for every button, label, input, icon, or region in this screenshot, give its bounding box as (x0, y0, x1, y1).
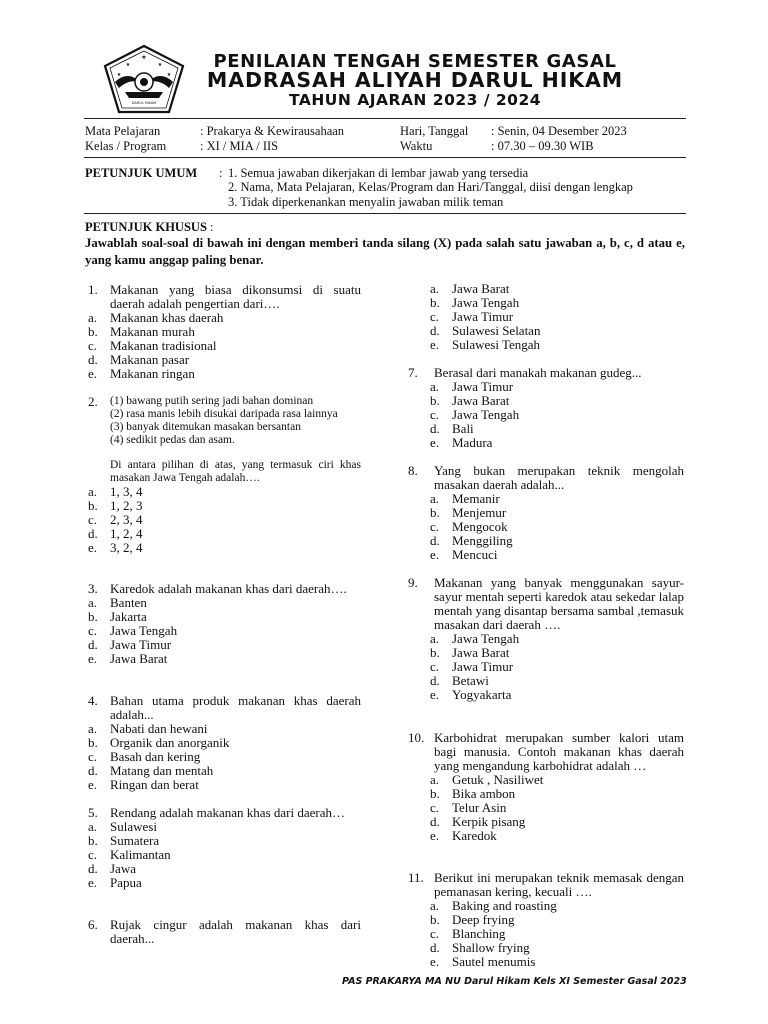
question-number: 3. (88, 581, 98, 596)
option[interactable] (430, 899, 684, 913)
option-letter: a. (430, 631, 440, 646)
option-text: Menggiling (452, 533, 513, 548)
option-letter: b. (88, 498, 98, 513)
option-text: Jawa Tengah (452, 407, 520, 422)
exam-title: PENILAIAN TENGAH SEMESTER GASAL (213, 51, 617, 72)
option-text: Mencuci (452, 547, 498, 562)
school-name: MADRASAH ALIYAH DARUL HIKAM (206, 68, 624, 92)
option-text: Kalimantan (110, 847, 171, 862)
school-crest-logo-icon (103, 44, 185, 114)
option-text: Jawa (110, 861, 136, 876)
option[interactable] (430, 913, 684, 927)
option-letter: d. (430, 814, 440, 829)
option-text: Jakarta (110, 609, 147, 624)
option-letter: b. (430, 912, 440, 927)
option-letter: d. (430, 323, 440, 338)
option[interactable] (430, 338, 684, 352)
option[interactable] (88, 499, 361, 513)
option-letter: e. (88, 366, 98, 381)
question-7 (408, 366, 684, 450)
option[interactable] (88, 367, 361, 381)
option-letter: d. (430, 940, 440, 955)
option[interactable] (430, 548, 684, 562)
option-letter: b. (430, 295, 440, 310)
time-label: Waktu (400, 139, 433, 153)
option-text: Jawa Timur (452, 309, 514, 324)
option-letter: b. (88, 609, 98, 624)
option-letter: e. (430, 954, 440, 969)
option-text: Mengocok (452, 519, 508, 534)
question-statement: (2) rasa manis lebih disukai daripada rasa lainnya (110, 408, 338, 420)
option-text: Getuk , Nasiliwet (452, 772, 544, 787)
option-text: Yogyakarta (452, 687, 512, 702)
option-letter: d. (88, 861, 98, 876)
option-text: Jawa Timur (110, 637, 172, 652)
svg-text:★: ★ (166, 73, 172, 78)
option[interactable] (88, 876, 361, 890)
class-value: : XI / MIA / IIS (200, 139, 279, 153)
option-text: Blanching (452, 926, 506, 941)
option-letter: b. (88, 735, 98, 750)
option[interactable] (430, 829, 684, 843)
question-text: Karbohidrat merupakan sumber kalori utam bagi manusia. Contoh makanan khas daerah yang mengandung karbohidrat adalah … (434, 730, 684, 773)
time-value: : 07.30 – 09.30 WIB (491, 139, 594, 153)
instructions-rule (84, 213, 686, 214)
subject-label: Mata Pelajaran (85, 124, 161, 138)
question-text: Di antara pilihan di atas, yang termasuk ciri khas masakan Jawa Tengah adalah…. (110, 459, 361, 484)
option-text: Sumatera (110, 833, 160, 848)
option-letter: c. (430, 407, 440, 422)
option-letter: c. (88, 338, 98, 353)
option-text: Makanan pasar (110, 352, 190, 367)
question-text: Makanan yang biasa dikonsumsi di suatu daerah adalah pengertian dari…. (110, 282, 361, 311)
option[interactable] (430, 927, 684, 941)
option-text: Jawa Tengah (110, 623, 178, 638)
option-text: Bika ambon (452, 786, 516, 801)
option-letter: d. (88, 526, 98, 541)
option-letter: e. (430, 828, 440, 843)
option-letter: a. (430, 491, 440, 506)
option[interactable] (88, 764, 361, 778)
option[interactable] (430, 408, 684, 422)
option-letter: e. (430, 337, 440, 352)
question-statement: (4) sedikit pedas dan asam. (110, 434, 235, 446)
question-11 (408, 871, 684, 969)
option-text: Jawa Barat (452, 393, 510, 408)
option[interactable] (88, 778, 361, 792)
option-letter: e. (88, 651, 98, 666)
option-text: Makanan tradisional (110, 338, 217, 353)
option-text: Sautel menumis (452, 954, 536, 969)
option[interactable] (88, 527, 361, 541)
option-letter: c. (88, 512, 98, 527)
question-number: 9. (408, 575, 418, 590)
option-text: Jawa Barat (452, 281, 510, 296)
class-label: Kelas / Program (85, 139, 167, 153)
question-number: 11. (408, 870, 424, 885)
info-rule (84, 157, 686, 158)
option-letter: d. (88, 352, 98, 367)
option-text: Nabati dan hewani (110, 721, 208, 736)
svg-text:★: ★ (125, 63, 131, 68)
option-text: Makanan khas daerah (110, 310, 224, 325)
option-text: Baking and roasting (452, 898, 557, 913)
option-text: Ringan dan berat (110, 777, 199, 792)
question-8 (408, 464, 684, 562)
option[interactable] (88, 339, 361, 353)
option-text: Karedok (452, 828, 497, 843)
question-10 (408, 731, 684, 843)
question-number: 4. (88, 693, 98, 708)
option[interactable] (88, 848, 361, 862)
option-text: 3, 2, 4 (110, 540, 143, 555)
option-letter: c. (430, 659, 440, 674)
option-letter: a. (88, 310, 98, 325)
question-number: 1. (88, 282, 98, 297)
option[interactable] (88, 353, 361, 367)
option[interactable] (430, 296, 684, 310)
option[interactable] (430, 688, 684, 702)
option[interactable] (88, 834, 361, 848)
question-4 (88, 694, 361, 792)
question-5 (88, 806, 361, 890)
special-instructions-label: PETUNJUK KHUSUS (85, 220, 207, 234)
option-letter: c. (430, 309, 440, 324)
option[interactable] (88, 722, 361, 736)
option[interactable] (88, 652, 361, 666)
option-letter: d. (88, 637, 98, 652)
option[interactable] (430, 520, 684, 534)
option-letter: d. (430, 673, 440, 688)
option-text: Basah dan kering (110, 749, 201, 764)
option-letter: c. (430, 800, 440, 815)
option-letter: e. (430, 547, 440, 562)
option[interactable] (430, 436, 684, 450)
option[interactable] (430, 380, 684, 394)
option-text: Banten (110, 595, 147, 610)
option[interactable] (88, 513, 361, 527)
option-text: Bali (452, 421, 474, 436)
option-letter: b. (430, 505, 440, 520)
option-text: Kerpik pisang (452, 814, 526, 829)
option-letter: b. (430, 645, 440, 660)
option-letter: b. (88, 833, 98, 848)
option-letter: a. (88, 484, 98, 499)
option[interactable] (430, 955, 684, 969)
option[interactable] (430, 310, 684, 324)
option[interactable] (88, 820, 361, 834)
svg-text:★: ★ (116, 73, 122, 78)
option-letter: c. (430, 519, 440, 534)
option-text: 1, 3, 4 (110, 484, 143, 499)
option[interactable] (430, 534, 684, 548)
header-rule (84, 118, 686, 119)
general-instruction-item: 2. Nama, Mata Pelajaran, Kelas/Program dan Hari/Tanggal, diisi dengan lengkap (228, 180, 633, 194)
option[interactable] (430, 674, 684, 688)
general-instructions-colon: : (219, 166, 223, 180)
option-letter: a. (430, 772, 440, 787)
option[interactable] (430, 660, 684, 674)
option[interactable] (430, 324, 684, 338)
option-text: 2, 3, 4 (110, 512, 143, 527)
date-value: : Senin, 04 Desember 2023 (491, 124, 627, 138)
question-number: 7. (408, 365, 418, 380)
academic-year: TAHUN AJARAN 2023 / 2024 (288, 91, 542, 109)
option[interactable] (430, 941, 684, 955)
option-text: Makanan murah (110, 324, 195, 339)
special-instructions-text: Jawablah soal-soal di bawah ini dengan memberi tanda silang (X) pada salah satu jawaban a, b, c, d atau e, yang kamu anggap paling benar. (85, 236, 685, 267)
option[interactable] (430, 815, 684, 829)
option-text: Memanir (452, 491, 500, 506)
option-text: Jawa Tengah (452, 295, 520, 310)
option[interactable] (430, 787, 684, 801)
option-text: Sulawesi (110, 819, 157, 834)
question-text: Bahan utama produk makanan khas daerah adalah... (110, 693, 361, 722)
option[interactable] (88, 736, 361, 750)
option-text: Organik dan anorganik (110, 735, 230, 750)
option[interactable] (88, 610, 361, 624)
general-instruction-item: 1. Semua jawaban dikerjakan di lembar jawab yang tersedia (228, 166, 529, 180)
question-statement: (1) bawang putih sering jadi bahan dominan (110, 395, 314, 407)
option-text: Jawa Barat (110, 651, 168, 666)
option[interactable] (430, 422, 684, 436)
option-text: Shallow frying (452, 940, 530, 955)
svg-text:★: ★ (141, 55, 147, 61)
question-text: Rendang adalah makanan khas dari daerah… (110, 805, 345, 820)
option-letter: b. (430, 786, 440, 801)
question-statement: (3) banyak ditemukan masakan bersantan (110, 421, 301, 433)
option-letter: a. (430, 281, 440, 296)
option-text: Matang dan mentah (110, 763, 214, 778)
option-letter: e. (430, 435, 440, 450)
option-letter: c. (88, 749, 98, 764)
question-text: Makanan yang banyak menggunakan sayur-sayur mentah seperti karedok atau sekedar lalap mentah yang disantap bersama sambal ,temasuk masakan dari daerah …. (434, 575, 684, 632)
general-instruction-item: 3. Tidak diperkenankan menyalin jawaban milik teman (228, 195, 504, 209)
option-text: Jawa Barat (452, 645, 510, 660)
date-label: Hari, Tanggal (400, 124, 469, 138)
option-letter: d. (430, 533, 440, 548)
option-letter: a. (88, 595, 98, 610)
option-text: 1, 2, 3 (110, 498, 143, 513)
option[interactable] (88, 325, 361, 339)
option[interactable] (430, 646, 684, 660)
option-letter: d. (430, 421, 440, 436)
option[interactable] (430, 801, 684, 815)
question-text: Berasal dari manakah makanan gudeg... (434, 365, 642, 380)
option-text: Betawi (452, 673, 489, 688)
special-instructions-heading (85, 220, 214, 235)
question-3 (88, 582, 361, 666)
option-text: Jawa Tengah (452, 631, 520, 646)
question-number: 8. (408, 463, 418, 478)
option[interactable] (430, 394, 684, 408)
question-9 (408, 576, 684, 702)
option[interactable] (430, 773, 684, 787)
question-text: Yang bukan merupakan teknik mengolah masakan daerah adalah... (434, 463, 684, 492)
option[interactable] (88, 541, 361, 555)
option[interactable] (430, 282, 684, 296)
question-number: 6. (88, 917, 98, 932)
option-letter: a. (88, 819, 98, 834)
option-letter: b. (88, 324, 98, 339)
option-text: 1, 2, 4 (110, 526, 143, 541)
general-instructions-label: PETUNJUK UMUM (85, 166, 198, 180)
option-text: Madura (452, 435, 493, 450)
option-letter: c. (430, 926, 440, 941)
option-text: Menjemur (452, 505, 507, 520)
option-letter: a. (88, 721, 98, 736)
option-letter: c. (88, 847, 98, 862)
option[interactable] (88, 311, 361, 325)
option-letter: a. (430, 898, 440, 913)
option[interactable] (88, 596, 361, 610)
question-6 (88, 918, 361, 946)
page-footer: PAS PRAKARYA MA NU Darul Hikam Kels XI Semester Gasal 2023 (342, 976, 687, 987)
question-text: Karedok adalah makanan khas dari daerah…. (110, 581, 347, 596)
option-letter: b. (430, 393, 440, 408)
question-1 (88, 283, 361, 381)
option[interactable] (430, 492, 684, 506)
svg-text:★: ★ (157, 63, 163, 68)
option[interactable] (88, 750, 361, 764)
option[interactable] (88, 485, 361, 499)
option-text: Makanan ringan (110, 366, 195, 381)
option-letter: a. (430, 379, 440, 394)
option-text: Sulawesi Selatan (452, 323, 541, 338)
option-text: Papua (110, 875, 142, 890)
option-letter: e. (430, 687, 440, 702)
question-6-options (408, 282, 684, 352)
subject-value: : Prakarya & Kewirausahaan (200, 124, 345, 138)
option-text: Telur Asin (452, 800, 507, 815)
option-letter: e. (88, 540, 98, 555)
option-text: Jawa Timur (452, 379, 514, 394)
option[interactable] (430, 632, 684, 646)
question-number: 10. (408, 730, 425, 745)
option[interactable] (88, 862, 361, 876)
option-letter: e. (88, 777, 98, 792)
special-instructions-colon: : (206, 220, 214, 234)
question-number: 2. (88, 394, 98, 409)
question-number: 5. (88, 805, 98, 820)
option-text: Jawa Timur (452, 659, 514, 674)
option-text: Deep frying (452, 912, 515, 927)
option[interactable] (430, 506, 684, 520)
option-letter: c. (88, 623, 98, 638)
option-letter: e. (88, 875, 98, 890)
option-letter: d. (88, 763, 98, 778)
option[interactable] (88, 624, 361, 638)
question-text: Rujak cingur adalah makanan khas dari daerah... (110, 917, 361, 946)
logo-text: DARUL HIKAM (131, 101, 157, 105)
question-2 (88, 395, 361, 555)
option[interactable] (88, 638, 361, 652)
question-text: Berikut ini merupakan teknik memasak dengan pemanasan kering, kecuali …. (434, 870, 684, 899)
option-text: Sulawesi Tengah (452, 337, 541, 352)
